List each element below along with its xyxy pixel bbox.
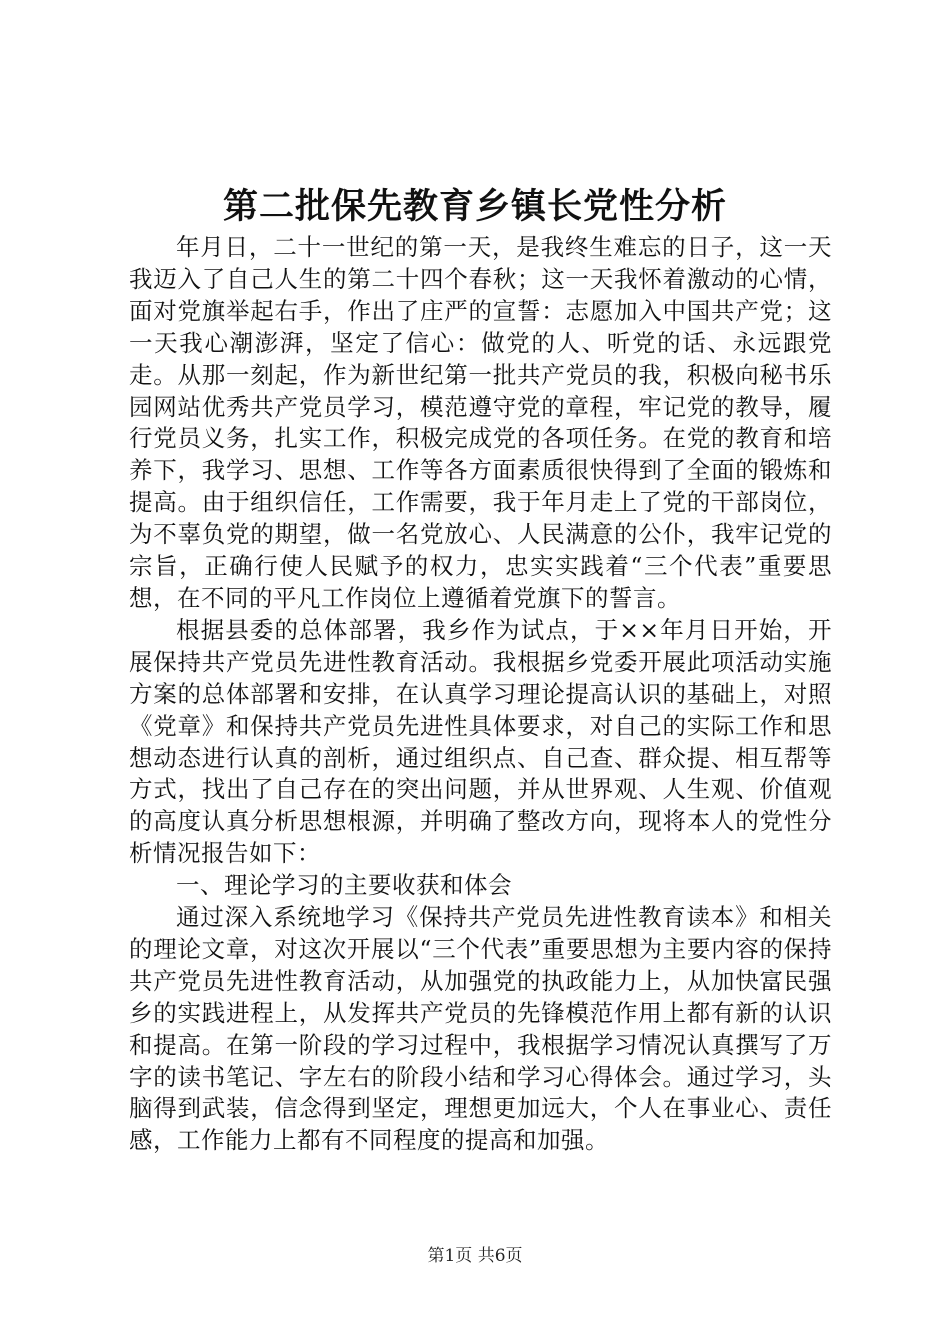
page-footer [0,1244,950,1268]
body-paragraph-1: 年月日，二十一世纪的第一天，是我终生难忘的日子，这一天我迈入了自己人生的第二十四个春秋；这一天我怀着激动的心情，面对党旗举起右手，作出了庄严的宣誓：志愿加入中国共产党；这一天我心潮澎湃，坚定了信心：做党的人、听党的话、永远跟党走。从那一刻起，作为新世纪第一批共产党员的我，积极向秘书乐园网站优秀共产党员学习，模范遵守党的章程，牢记党的教导，履行党员义务，扎实工作，积极完成党的各项任务。在党的教育和培养下，我学习、思想、工作等各方面素质很快得到了全面的锻炼和提高。由于组织信任，工作需要，我于年月走上了党的干部岗位，为不辜负党的期望，做一名党放心、人民满意的公仆，我牢记党的宗旨，正确行使人民赋予的权力，忠实实践着“三个代表”重要思想，在不同的平凡工作岗位上遵循着党旗下的誓言。 [129,233,832,612]
page-number-indicator: 第1页 共6页 [427,1246,523,1266]
body-paragraph-2: 根据县委的总体部署，我乡作为试点，于××年月日开始，开展保持共产党员先进性教育活动。我根据乡党委开展此项活动实施方案的总体部署和安排，在认真学习理论提高认识的基础上，对照《党章》和保持共产党员先进性具体要求，对自己的实际工作和思想动态进行认真的剖析，通过组织点、自己查、群众提、相互帮等方式，找出了自己存在的突出问题，并从世界观、人生观、价值观的高度认真分析思想根源，并明确了整改方向，现将本人的党性分析情况报告如下： [129,615,832,868]
section-heading: 一、理论学习的主要收获和体会 [176,871,512,900]
document-body [129,232,832,1157]
section-paragraph: 通过深入系统地学习《保持共产党员先进性教育读本》和相关的理论文章，对这次开展以“三个代表”重要思想为主要内容的保持共产党员先进性教育活动，从加强党的执政能力上，从加快富民强乡的实践进程上，从发挥共产党员的先锋模范作用上都有新的认识和提高。在第一阶段的学习过程中，我根据学习情况认真撰写了万字的读书笔记、字左右的阶段小结和学习心得体会。通过学习，头脑得到武装，信念得到坚定，理想更加远大，个人在事业心、责任感，工作能力上都有不同程度的提高和加强。 [129,903,832,1155]
document-title: 第二批保先教育乡镇长党性分析 [222,187,727,227]
